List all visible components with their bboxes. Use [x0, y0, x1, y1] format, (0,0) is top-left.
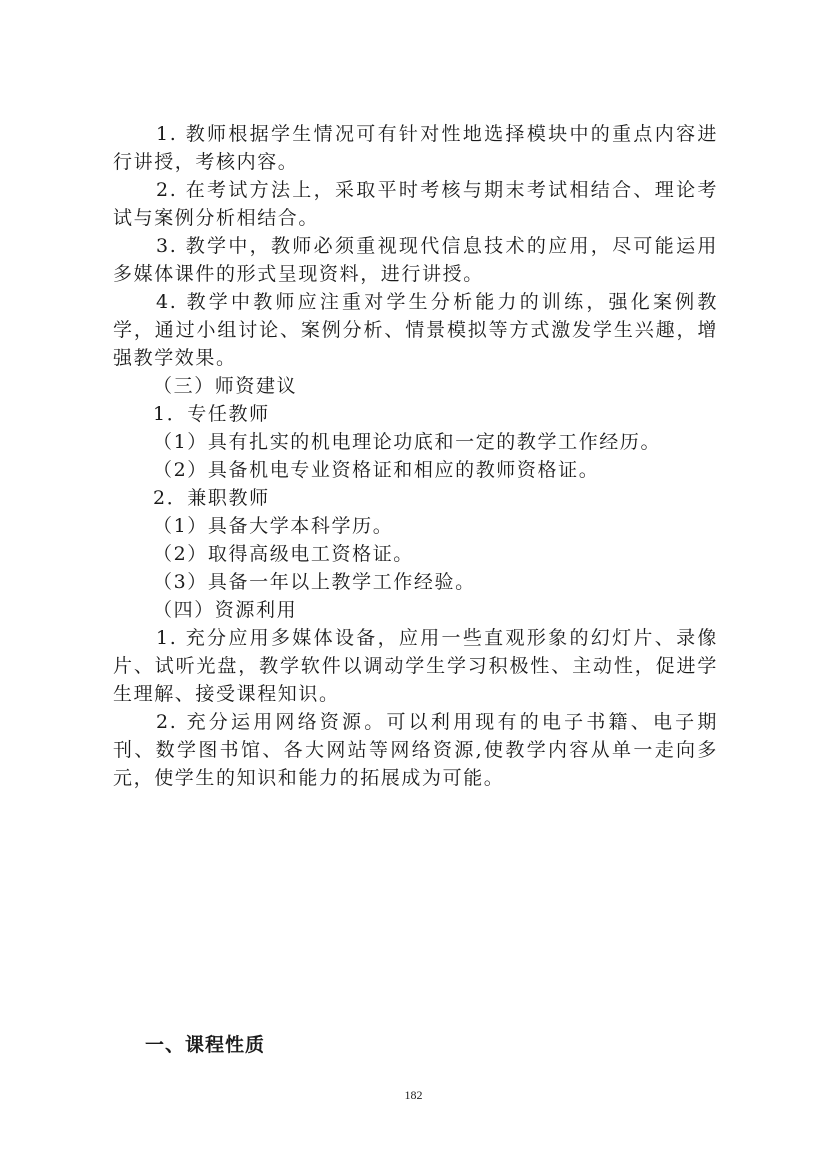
resource-paragraph-2: 2. 充分运用网络资源。可以利用现有的电子书籍、电子期刊、数学图书馆、各大网站等网络资源,使教学内容从单一走向多元，使学生的知识和能力的拓展成为可能。 — [113, 711, 718, 789]
body-text — [113, 120, 718, 792]
paragraph-1: 1. 教师根据学生情况可有针对性地选择模块中的重点内容进行讲授，考核内容。 — [113, 123, 718, 173]
list-item: （2）具备机电专业资格证和相应的教师资格证。 — [153, 459, 600, 481]
page-number: 182 — [404, 1088, 423, 1102]
list-item: （2）取得高级电工资格证。 — [153, 543, 414, 565]
paragraph-4: 4. 教学中教师应注重对学生分析能力的训练，强化案例教学，通过小组讨论、案例分析、情景模拟等方式激发学生兴趣，增强教学效果。 — [113, 291, 718, 369]
list-item: （1）具备大学本科学历。 — [153, 515, 394, 537]
list-item: （3）具备一年以上教学工作经验。 — [153, 571, 476, 593]
resource-paragraph-1: 1. 充分应用多媒体设备，应用一些直观形象的幻灯片、录像片、试听光盘，教学软件以调动学生学习积极性、主动性，促进学生理解、接受课程知识。 — [113, 627, 718, 705]
section-heading-teachers: （三）师资建议 — [153, 375, 298, 397]
section-heading-resources: （四）资源利用 — [153, 599, 298, 621]
paragraph-2: 2. 在考试方法上，采取平时考核与期末考试相结合、理论考试与案例分析相结合。 — [113, 179, 718, 229]
subheading-parttime: 2．兼职教师 — [153, 487, 270, 509]
paragraph-3: 3. 教学中，教师必须重视现代信息技术的应用，尽可能运用多媒体课件的形式呈现资料，进行讲授。 — [113, 235, 718, 285]
list-item: （1）具有扎实的机电理论功底和一定的教学工作经历。 — [153, 431, 662, 453]
subheading-fulltime: 1．专任教师 — [153, 403, 270, 425]
section-heading-course-nature: 一、课程性质 — [145, 1034, 266, 1056]
